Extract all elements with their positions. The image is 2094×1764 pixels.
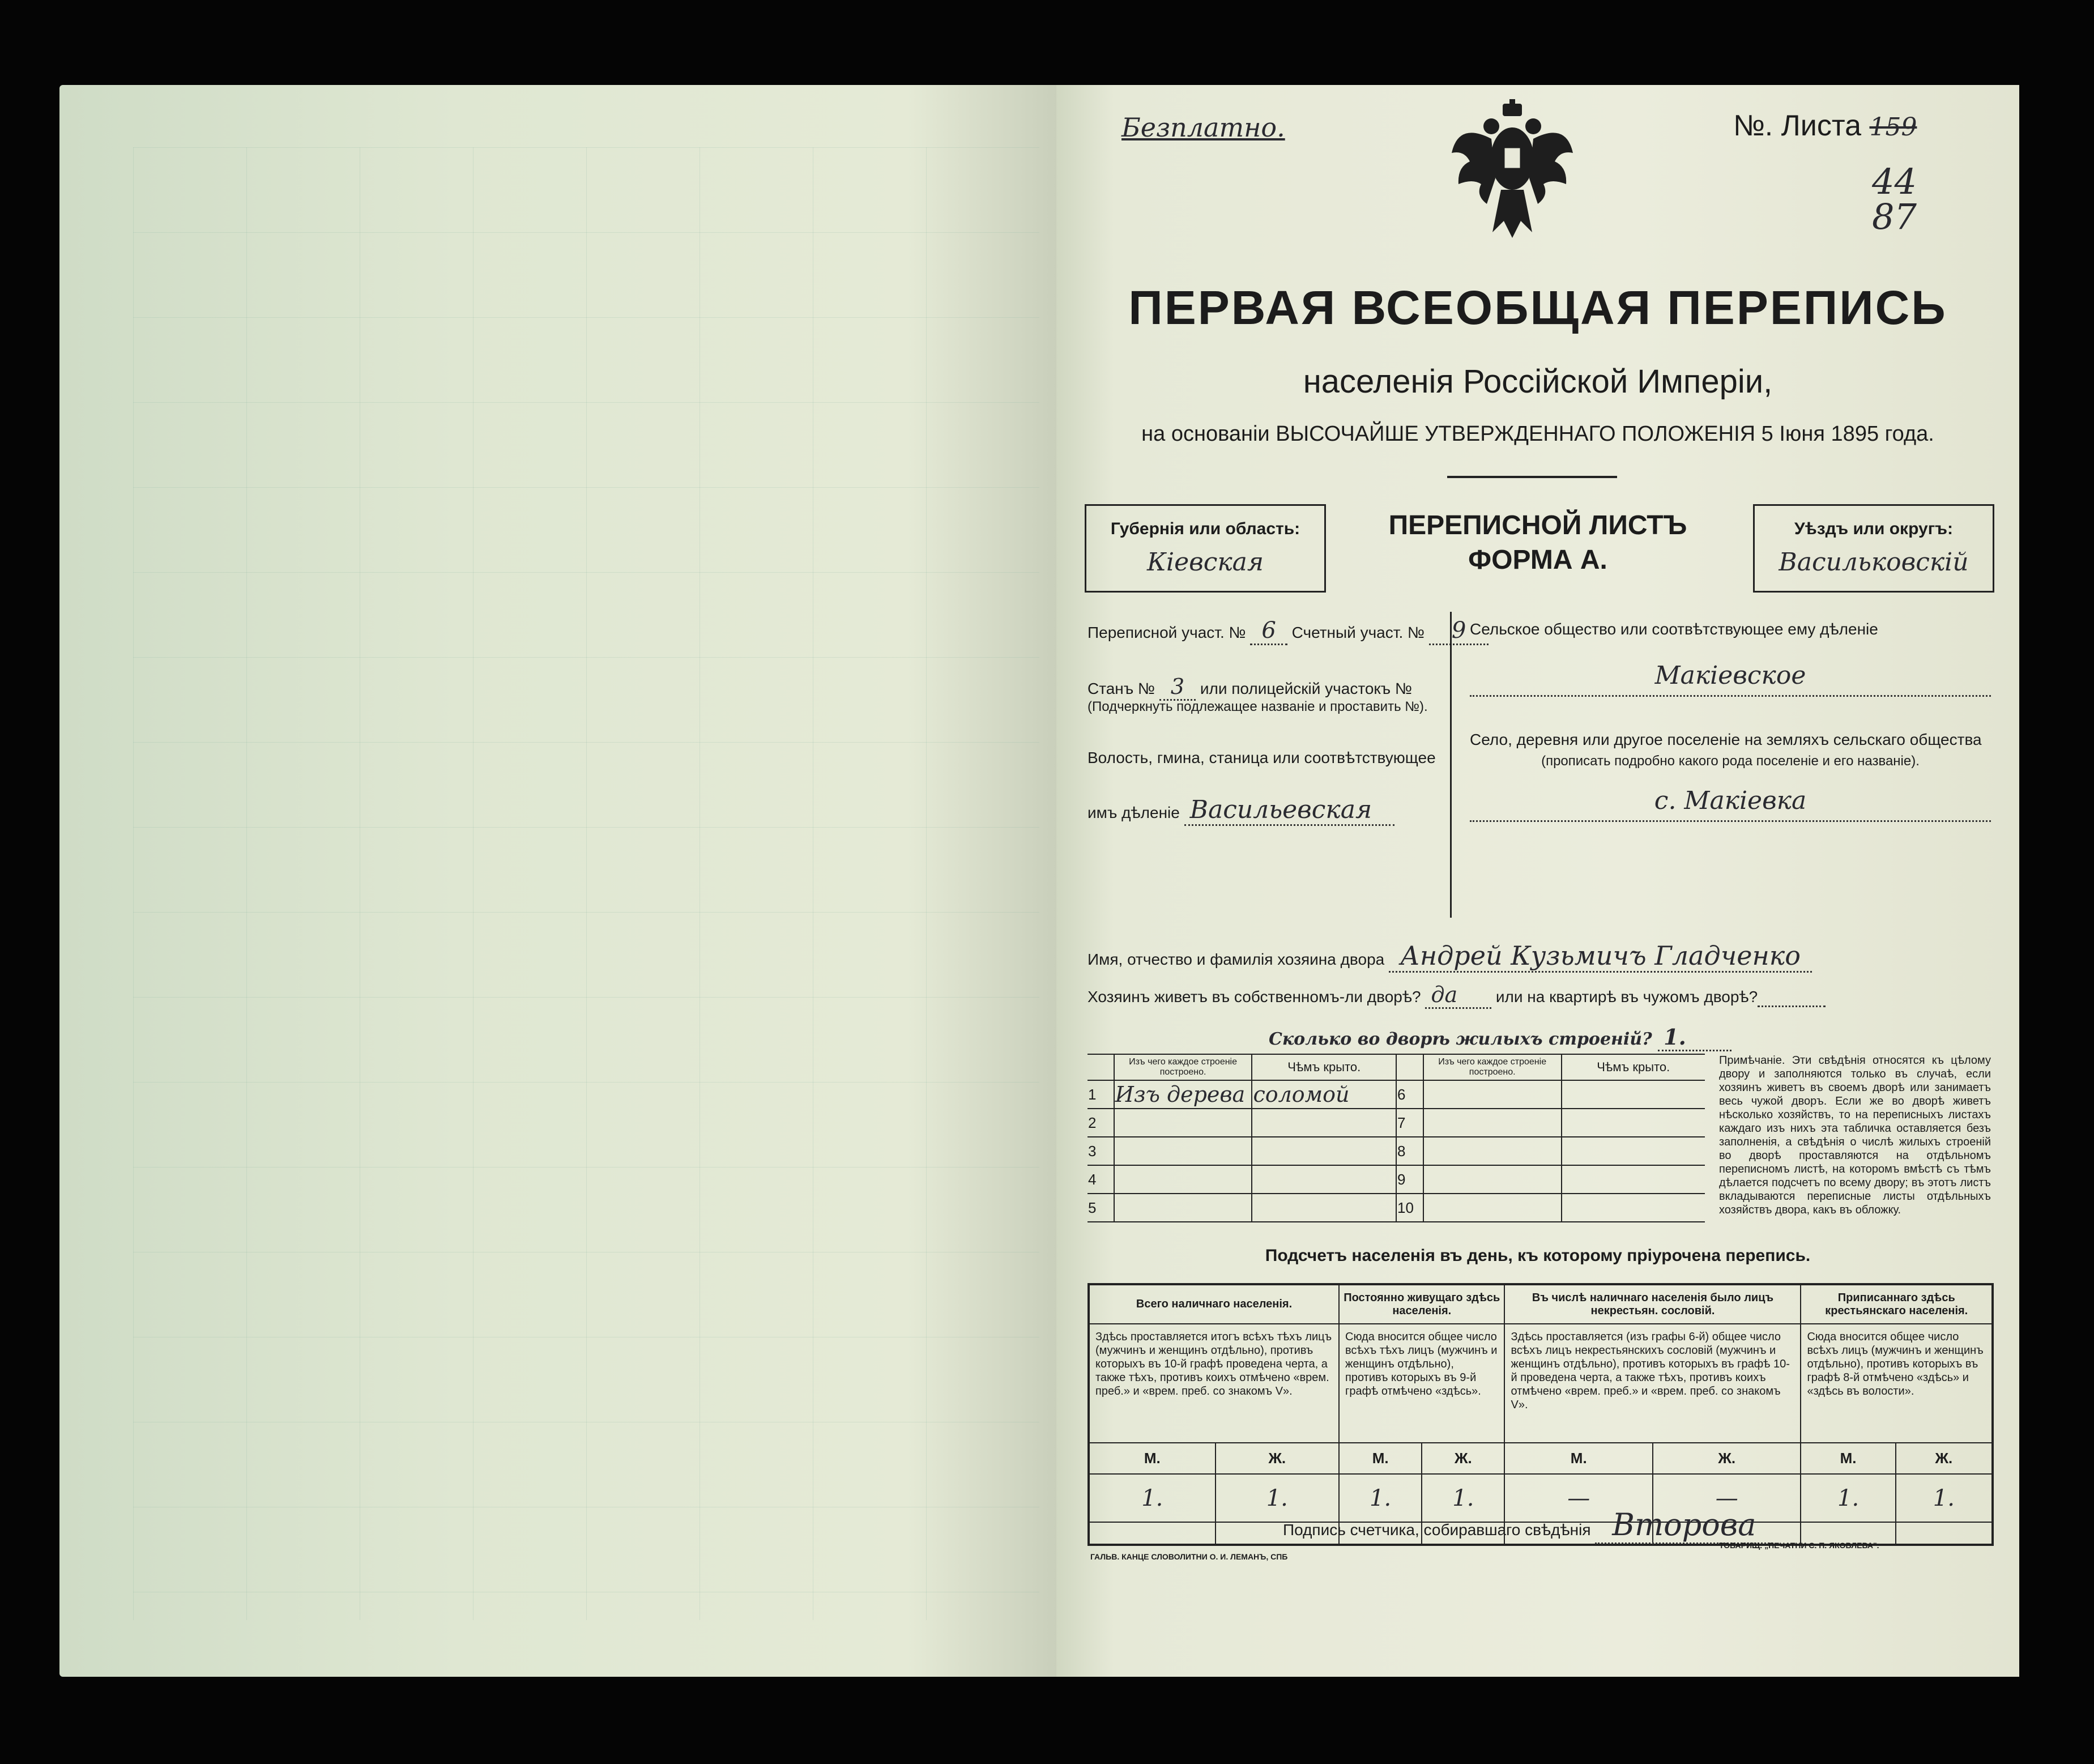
row-number: 5 xyxy=(1087,1194,1114,1222)
roof-cell xyxy=(1252,1137,1396,1165)
material-cell xyxy=(1423,1080,1562,1109)
material-cell xyxy=(1423,1109,1562,1137)
male-label: М. xyxy=(1339,1443,1422,1474)
district-box xyxy=(1753,504,1994,593)
population-title: Подсчетъ населенія въ день, къ которому пріурочена перепись. xyxy=(1265,1246,1811,1265)
permanent-female-value: 1. xyxy=(1422,1474,1504,1522)
population-desc-registered: Сюда вносится общее число всѣхъ лицъ (мужчинъ и женщинъ отдѣльно), противъ которыхъ въ графѣ 8-й отмѣчено «здѣсь» и «здѣсь въ волости». xyxy=(1801,1324,1993,1443)
printer-mark-right: ТОВАРИЩ. „ПЕЧАТНИ С. П. ЯКОВЛЕВА". xyxy=(1719,1541,1879,1550)
population-desc-non-peasant: Здѣсь проставляется (изъ графы 6-й) общее число всѣхъ лицъ некрестьянскихъ сословій (мужчинъ и женщинъ отдѣльно), противъ которыхъ въ графѣ 10-й проведена черта, а также тѣхъ, противъ коихъ отмѣчено «врем. преб.» и «врем. преб. со знакомъ V». xyxy=(1504,1324,1801,1443)
form-letter: ФОРМА А. xyxy=(1468,545,1607,575)
sheet-number-value: 159 xyxy=(1869,113,1917,142)
table-row xyxy=(1087,1080,1705,1109)
province-label: Губернія или область: xyxy=(1110,519,1300,538)
roof-cell xyxy=(1562,1165,1705,1194)
roof-cell xyxy=(1252,1194,1396,1222)
own-yard-value: да xyxy=(1425,982,1491,1009)
row-number: 8 xyxy=(1396,1137,1423,1165)
roof-cell xyxy=(1562,1080,1705,1109)
count-area-value: 9 xyxy=(1429,617,1489,645)
table-row xyxy=(1087,1109,1705,1137)
province-value: Кіевская xyxy=(1146,548,1264,577)
material-cell xyxy=(1114,1109,1252,1137)
census-form-page xyxy=(1056,85,2019,1677)
signature-line xyxy=(1283,1507,1773,1543)
total-male-value: 1. xyxy=(1089,1474,1216,1522)
buildings-label: Сколько во дворѣ жилыхъ строеній? xyxy=(1269,1029,1652,1049)
owner-fields xyxy=(1087,940,1994,1050)
police-area-label: или полицейскій участокъ № xyxy=(1200,680,1412,697)
roof-header: Чѣмъ крыто. xyxy=(1252,1054,1396,1080)
village-note: (прописать подробно какого рода поселеніе и его названіе). xyxy=(1541,753,1920,769)
table-row xyxy=(1087,1137,1705,1165)
roof-cell: соломой xyxy=(1252,1080,1396,1109)
male-label: М. xyxy=(1089,1443,1216,1474)
count-area-label: Счетный участ. № xyxy=(1291,624,1425,641)
printer-mark-left: ГАЛЬВ. КАНЦЕ СЛОВОЛИТНИ О. И. ЛЕМАНЪ, СПБ xyxy=(1090,1552,1288,1561)
buildings-value: 1. xyxy=(1658,1024,1732,1051)
row-number: 6 xyxy=(1396,1080,1423,1109)
material-cell xyxy=(1423,1194,1562,1222)
material-cell xyxy=(1114,1165,1252,1194)
population-head-non-peasant: Въ числѣ наличнаго населенія было лицъ некрестьян. сословій. xyxy=(1504,1284,1801,1324)
signature-value: Второва xyxy=(1595,1507,1773,1544)
material-header-2: Изъ чего каждое строеніе построено. xyxy=(1423,1054,1562,1080)
census-subtitle: населенія Россійской Имперіи, xyxy=(1303,363,1773,400)
district-label: Уѣздъ или округъ: xyxy=(1794,519,1954,538)
column-divider xyxy=(1450,612,1452,918)
owner-label: Имя, отчество и фамилія хозяина двора xyxy=(1087,951,1385,968)
roof-cell xyxy=(1562,1137,1705,1165)
faint-grid xyxy=(133,147,1039,1620)
row-number: 1 xyxy=(1087,1080,1114,1109)
row-number: 9 xyxy=(1396,1165,1423,1194)
population-head-permanent: Постоянно живущаго здѣсь населенія. xyxy=(1339,1284,1504,1324)
row-number: 7 xyxy=(1396,1109,1423,1137)
rent-label: или на квартирѣ въ чужомъ дворѣ? xyxy=(1495,988,1758,1005)
material-cell xyxy=(1114,1194,1252,1222)
volost-value: Васильевская xyxy=(1184,795,1394,826)
buildings-note: Примѣчаніе. Эти свѣдѣнія относятся къ цѣлому двору и заполняются только въ случаѣ, если хозяинъ живетъ въ своемъ дворѣ или занимаетъ весь чужой дворъ. Если же во дворѣ живетъ нѣсколько хозяйствъ, то на переписныхъ листахъ каждаго изъ нихъ эта табличка оставляется безъ заполненія, а свѣдѣнія о числѣ жилыхъ строеній во дворѣ проставляются на отдѣльномъ переписномъ листѣ, на которомъ вмѣстѣ съ тѣмъ дѣлается подсчетъ по всему двору; въ этотъ листъ вкладываются переписные листы отдѣльныхъ хозяйствъ двора, какъ въ обложку. xyxy=(1719,1054,1991,1216)
roof-cell xyxy=(1252,1109,1396,1137)
owner-value: Андрей Кузьмичъ Гладченко xyxy=(1389,940,1812,973)
own-yard-label: Хозяинъ живетъ въ собственномъ-ли дворѣ? xyxy=(1087,988,1421,1005)
sheet-extra-number-2: 87 xyxy=(1872,196,1917,237)
total-female-value: 1. xyxy=(1216,1474,1339,1522)
population-head-registered: Приписаннаго здѣсь крестьянскаго населенія. xyxy=(1801,1284,1993,1324)
row-number: 4 xyxy=(1087,1165,1114,1194)
row-number: 10 xyxy=(1396,1194,1423,1222)
form-title: ПЕРЕПИСНОЙ ЛИСТЪ xyxy=(1388,510,1687,540)
table-row xyxy=(1087,1194,1705,1222)
population-head-total: Всего наличнаго населенія. xyxy=(1089,1284,1339,1324)
village-label: Село, деревня или другое поселеніе на земляхъ сельскаго общества xyxy=(1470,731,1982,748)
material-header: Изъ чего каждое строеніе построено. xyxy=(1114,1054,1252,1080)
registered-female-value: 1. xyxy=(1896,1474,1993,1522)
census-area-label: Переписной участ. № xyxy=(1087,624,1246,641)
stan-value: 3 xyxy=(1159,674,1196,701)
census-basis-line: на основаніи ВЫСОЧАЙШЕ УТВЕРЖДЕННАГО ПОЛОЖЕНІЯ 5 Іюня 1895 года. xyxy=(1141,422,1934,446)
non-peasant-male-value: — xyxy=(1504,1474,1652,1522)
buildings-table xyxy=(1087,1054,1705,1222)
district-value: Васильковскій xyxy=(1779,548,1969,577)
permanent-male-value: 1. xyxy=(1339,1474,1422,1522)
signature-label: Подпись счетчика, собиравшаго свѣдѣнія xyxy=(1283,1521,1591,1539)
volost-label-2: имъ дѣленіе xyxy=(1087,804,1180,821)
female-label: Ж. xyxy=(1653,1443,1801,1474)
free-label: Безплатно. xyxy=(1121,112,1285,143)
roof-cell xyxy=(1562,1194,1705,1222)
census-area-value: 6 xyxy=(1250,617,1287,645)
row-number: 2 xyxy=(1087,1109,1114,1137)
male-label: М. xyxy=(1504,1443,1652,1474)
sheet-extra-number-1: 44 xyxy=(1872,161,1917,202)
stan-note: (Подчеркнуть подлежащее названіе и проставить №). xyxy=(1087,699,1428,714)
census-main-title: ПЕРВАЯ ВСЕОБЩАЯ ПЕРЕПИСЬ xyxy=(1128,281,1947,334)
stan-label: Станъ № xyxy=(1087,680,1155,697)
table-row xyxy=(1087,1165,1705,1194)
registered-male-value: 1. xyxy=(1801,1474,1895,1522)
row-number: 3 xyxy=(1087,1137,1114,1165)
location-fields-right xyxy=(1470,620,1991,822)
location-fields-left xyxy=(1087,617,1518,824)
material-cell: Изъ дерева xyxy=(1114,1080,1252,1109)
roof-cell xyxy=(1562,1109,1705,1137)
female-label: Ж. xyxy=(1422,1443,1504,1474)
roof-cell xyxy=(1252,1165,1396,1194)
society-value: Макіевское xyxy=(1470,661,1991,697)
double-headed-eagle-emblem xyxy=(1447,99,1577,241)
female-label: Ж. xyxy=(1896,1443,1993,1474)
form-header-box xyxy=(1085,504,1991,589)
material-cell xyxy=(1423,1137,1562,1165)
non-peasant-female-value: — xyxy=(1653,1474,1801,1522)
ornament-divider xyxy=(1447,476,1617,478)
left-page xyxy=(59,85,1056,1677)
roof-header-2: Чѣмъ крыто. xyxy=(1562,1054,1705,1080)
province-box xyxy=(1085,504,1326,593)
volost-label: Волость, гмина, станица или соотвѣтствующее xyxy=(1087,749,1436,766)
sheet-number-label: №. Листа xyxy=(1733,109,1862,142)
male-label: М. xyxy=(1801,1443,1895,1474)
female-label: Ж. xyxy=(1216,1443,1339,1474)
material-cell xyxy=(1423,1165,1562,1194)
population-desc-total: Здѣсь проставляется итогъ всѣхъ тѣхъ лицъ (мужчинъ и женщинъ отдѣльно), противъ которыхъ въ 10-й графѣ проведена черта, а также тѣхъ, противъ коихъ отмѣчено «врем. преб.» и «врем. преб. со знакомъ V». xyxy=(1089,1324,1339,1443)
society-label: Сельское общество или соотвѣтствующее ему дѣленіе xyxy=(1470,620,1878,638)
population-desc-permanent: Сюда вносится общее число всѣхъ тѣхъ лицъ (мужчинъ и женщинъ отдѣльно), противъ которыхъ въ 9-й графѣ отмѣчено «здѣсь». xyxy=(1339,1324,1504,1443)
material-cell xyxy=(1114,1137,1252,1165)
village-value: с. Макіевка xyxy=(1470,786,1991,822)
